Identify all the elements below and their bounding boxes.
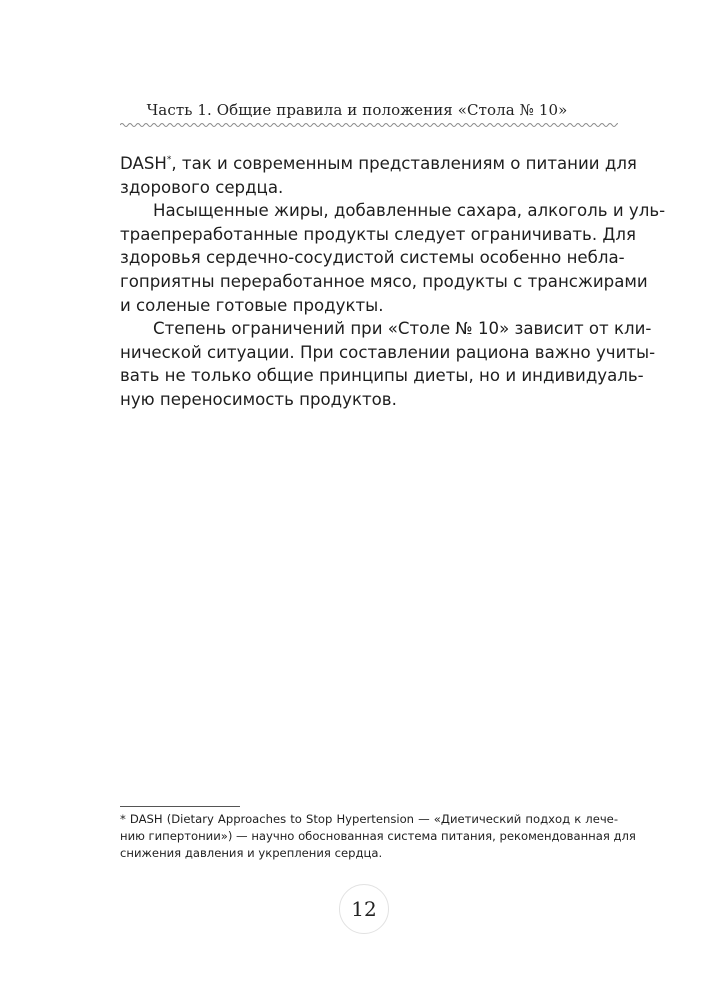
- wavy-header-rule: [120, 121, 618, 129]
- body-line: нической ситуации. При составлении рациона важно учиты-: [120, 342, 656, 362]
- running-head: Часть 1. Общие правила и положения «Стола № 10»: [146, 101, 568, 119]
- footnote-marker: *: [120, 812, 126, 826]
- body-line: и соленые готовые продукты.: [120, 295, 384, 315]
- footnote: [120, 811, 636, 862]
- body-line: вать не только общие принципы диеты, но и индивидуаль-: [120, 366, 644, 386]
- body-line: DASH*, так и современным представлениям о питании для: [120, 154, 637, 173]
- body-line: здорового сердца.: [120, 177, 284, 197]
- footnote-line: нию гипертонии») — научно обоснованная система питания, рекомендованная для: [120, 829, 636, 843]
- body-line: ную переносимость продуктов.: [120, 389, 397, 409]
- paragraph-first-line: Степень ограничений при «Столе № 10» зависит от кли-: [153, 319, 652, 339]
- footnote-rule: [120, 806, 240, 807]
- body-line: траепреработанные продукты следует ограничивать. Для: [120, 224, 636, 244]
- footnote-line: * DASH (Dietary Approaches to Stop Hypertension — «Диетический подход к лече-: [120, 812, 618, 826]
- footnote-mark: *: [166, 155, 172, 165]
- dash-term: DASH: [120, 154, 167, 173]
- body-line: гоприятны переработанное мясо, продукты с трансжирами: [120, 271, 648, 291]
- body-line: здоровья сердечно-сосудистой системы особенно небла-: [120, 248, 625, 268]
- page-number: 12: [339, 884, 389, 934]
- paragraph-first-line: Насыщенные жиры, добавленные сахара, алкоголь и уль-: [153, 201, 666, 221]
- footnote-line: снижения давления и укрепления сердца.: [120, 846, 383, 860]
- body-text: [120, 152, 666, 412]
